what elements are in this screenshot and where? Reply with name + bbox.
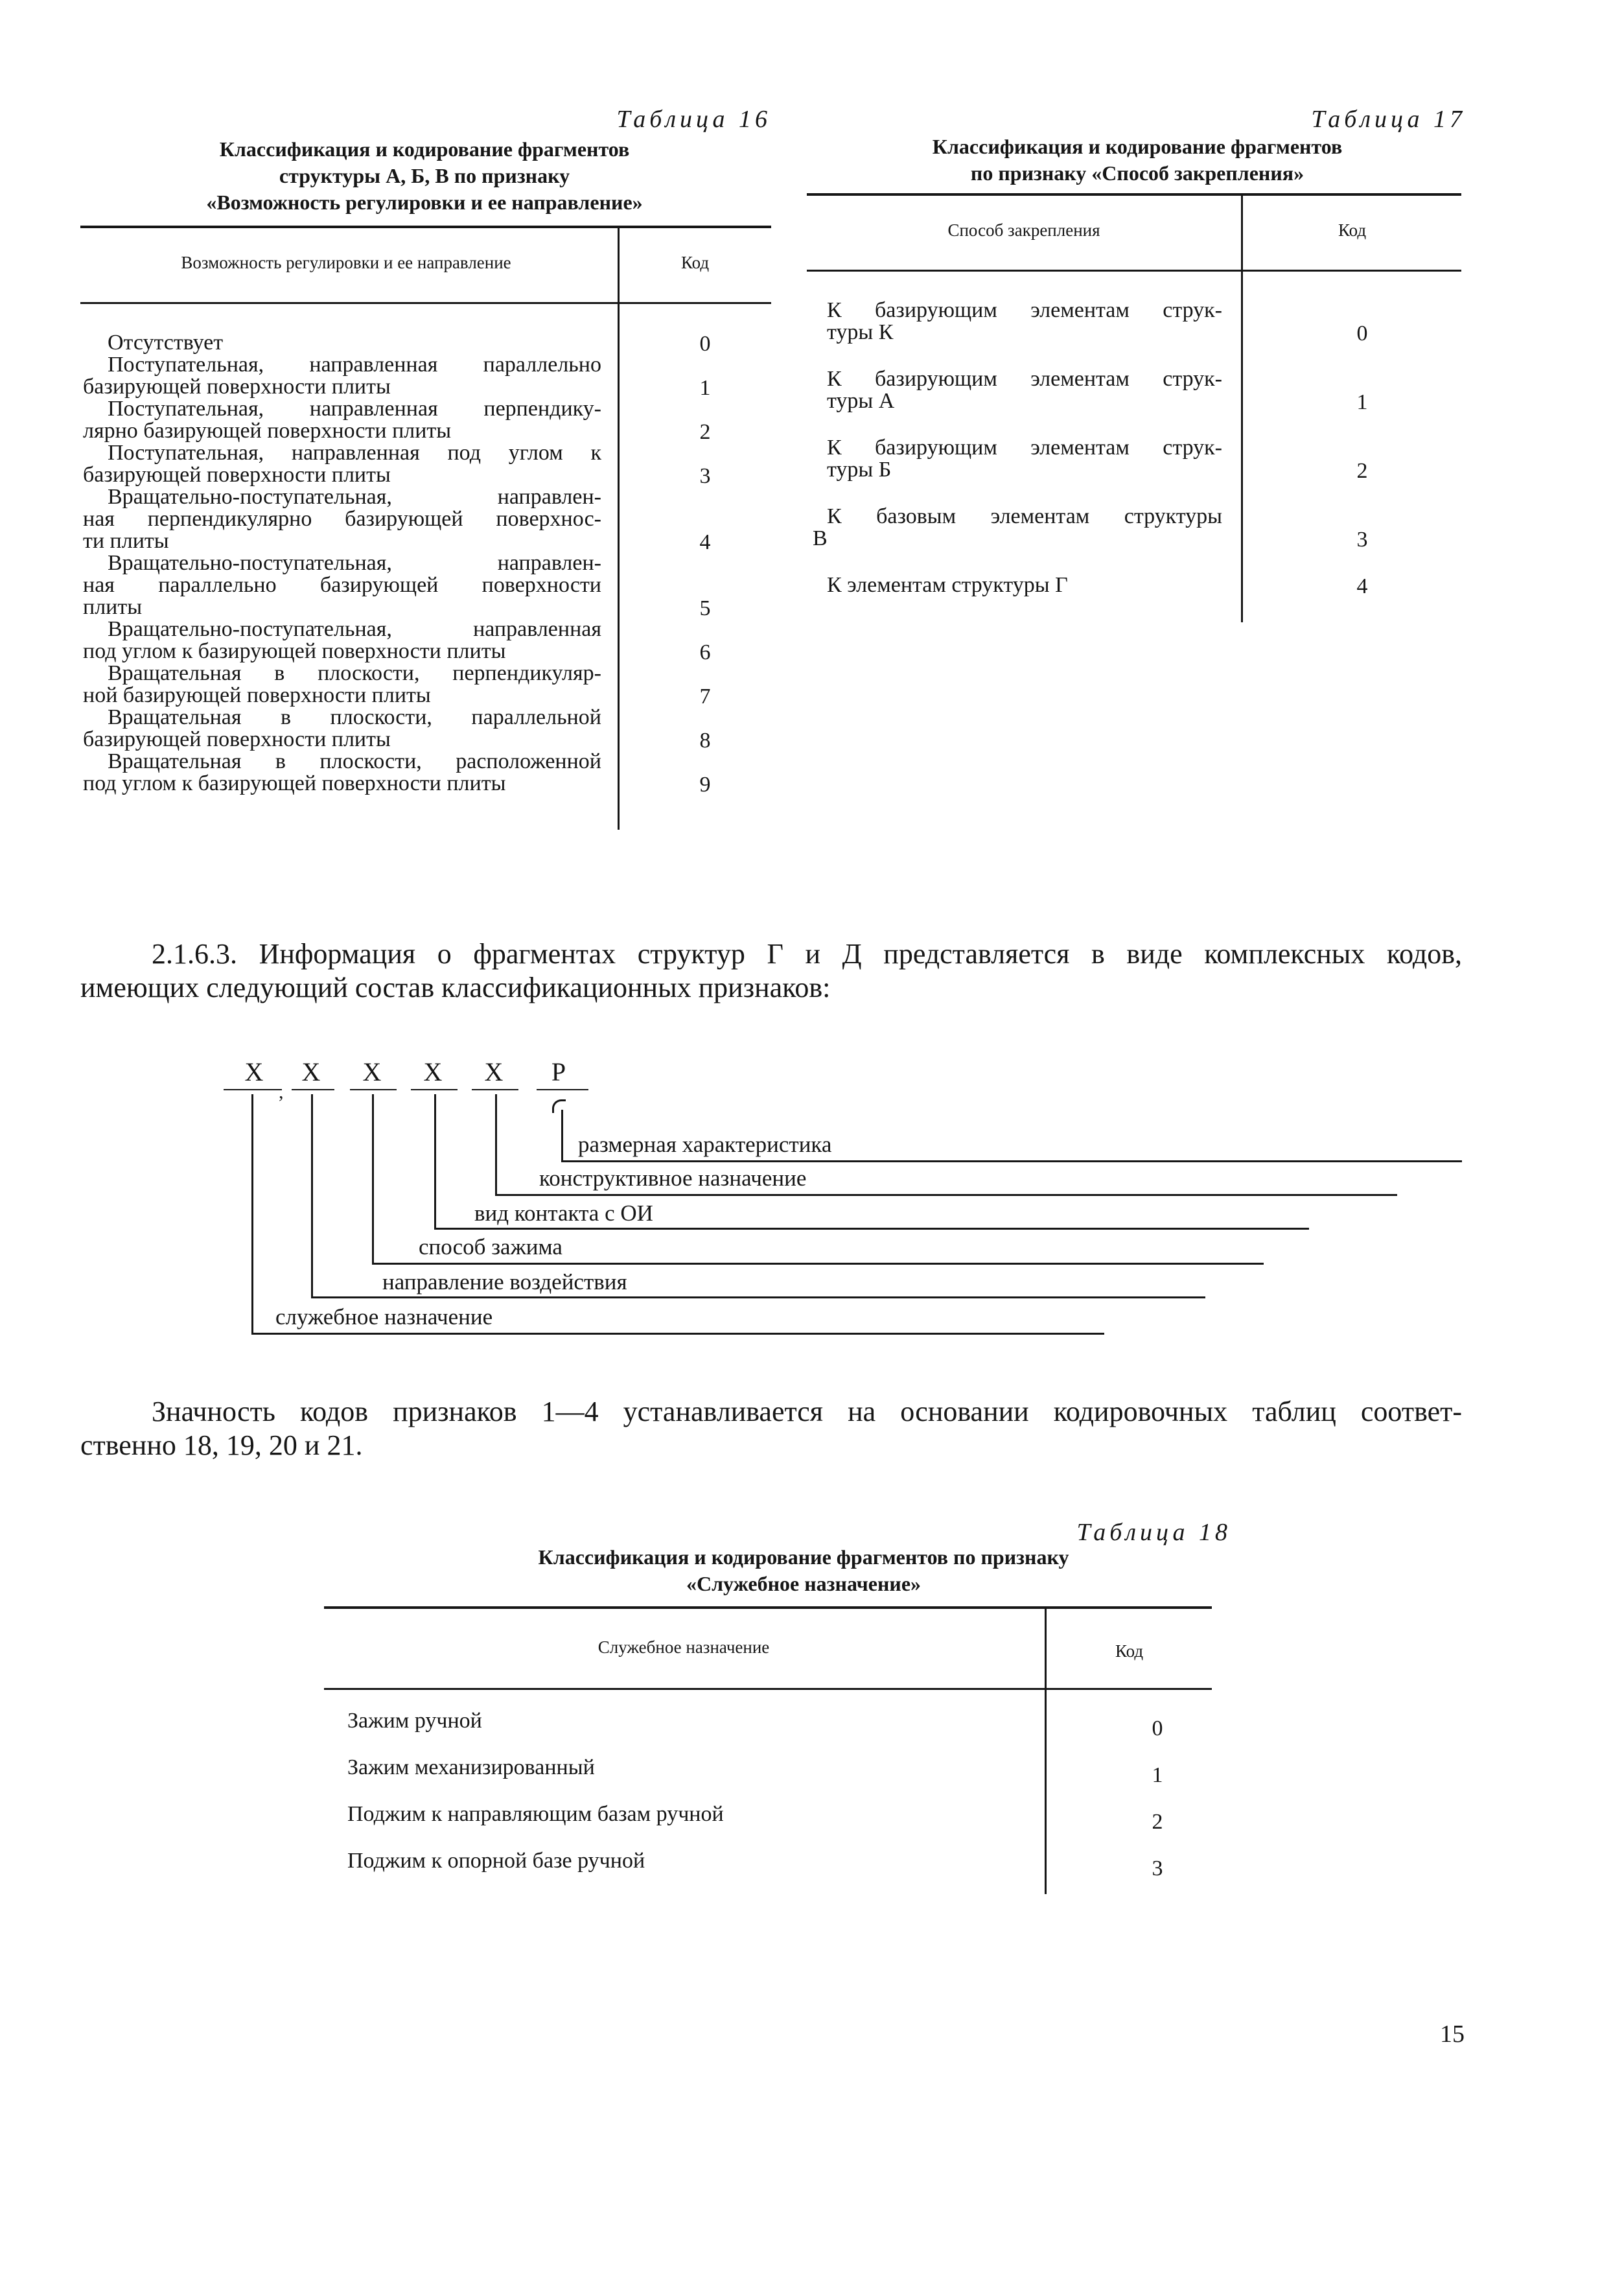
scheme-label-contact: вид контакта с ОИ	[474, 1201, 653, 1226]
scheme-underline	[350, 1089, 397, 1090]
table18-code: 0	[1152, 1716, 1163, 1740]
scheme-line-service	[251, 1333, 1104, 1335]
table16-code: 1	[699, 376, 711, 400]
table16-code: 9	[699, 773, 711, 797]
table17-code: 3	[1356, 528, 1368, 552]
table17-number: Таблица 17	[1311, 106, 1466, 133]
table18-row: Поджим к опорной базе ручной	[347, 1849, 645, 1873]
table18-header-rule	[324, 1688, 1212, 1690]
table18-row: Поджим к направляющим базам ручной	[347, 1802, 724, 1826]
table18-row: Зажим ручной	[347, 1709, 482, 1733]
scheme-letter: Х	[301, 1057, 321, 1086]
row-line: Поступательная, направленная под углом к	[108, 441, 601, 465]
scheme-line-size	[561, 1160, 1462, 1162]
scheme-underline	[292, 1089, 334, 1090]
scheme-underline	[537, 1089, 588, 1090]
row-line: ная параллельно базирующей поверхности	[83, 573, 601, 597]
table18-title	[350, 1544, 1257, 1597]
paragraph-line: имеющих следующий состав классификационных признаков:	[80, 972, 831, 1003]
table18-header-col1: Служебное назначение	[597, 1637, 770, 1657]
table17-column-divider	[1241, 196, 1243, 622]
row-line: Поступательная, направленная параллельно	[108, 353, 601, 377]
paragraph-line: ственно 18, 19, 20 и 21.	[80, 1429, 363, 1461]
scheme-line-design	[495, 1194, 1397, 1196]
scheme-line-direction	[311, 1296, 1205, 1298]
table17-header-col1: Способ закрепления	[947, 220, 1100, 240]
row-line: В	[813, 526, 828, 550]
row-line: Вращательная в плоскости, перпендикуляр-	[108, 661, 601, 685]
scheme-letter: Х	[423, 1057, 443, 1086]
row-line: Вращательно-поступательная, направленная	[108, 617, 601, 641]
table16-code: 2	[699, 420, 711, 444]
table16-title-line: Классификация и кодирование фрагментов	[219, 137, 630, 161]
table16-number: Таблица 16	[616, 106, 771, 133]
table18-code: 2	[1152, 1810, 1163, 1834]
scheme-underline	[224, 1089, 282, 1090]
table17-code: 0	[1356, 322, 1368, 346]
table17-header-rule	[807, 270, 1461, 272]
scheme-separator: ,	[279, 1081, 284, 1103]
table16-row	[83, 552, 601, 618]
table17-title-line: Классификация и кодирование фрагментов	[932, 135, 1343, 158]
paragraph-code-significance	[80, 1395, 1462, 1462]
scheme-leader-hook	[552, 1099, 566, 1113]
row-line: Отсутствует	[108, 331, 224, 355]
row-line: К базирующим элементам струк-	[827, 367, 1222, 391]
table16-header-col1: Возможность регулировки и ее направление	[181, 253, 511, 272]
table16-code: 3	[699, 464, 711, 488]
scheme-letter: Х	[244, 1057, 264, 1086]
table18-number: Таблица 18	[1076, 1519, 1231, 1546]
table18-header-col2: Код	[1115, 1641, 1144, 1661]
row-line: Вращательная в плоскости, расположенной	[108, 749, 601, 773]
table16-row	[83, 751, 601, 795]
table16-row	[83, 707, 601, 751]
table16-title-line: «Возможность регулировки и ее направление»	[206, 191, 643, 214]
table17-top-rule	[807, 193, 1461, 196]
row-line: Вращательная в плоскости, параллельной	[108, 705, 601, 729]
row-line: плиты	[83, 595, 143, 619]
table18-row: Зажим механизированный	[347, 1755, 595, 1779]
table18-code: 3	[1152, 1857, 1163, 1880]
row-line: К базовым элементам структуры	[827, 504, 1222, 528]
row-line: туры Б	[827, 458, 892, 482]
table18-top-rule	[324, 1606, 1212, 1609]
scheme-letter: Х	[362, 1057, 382, 1086]
table16-row	[83, 662, 601, 707]
scheme-letter: Р	[551, 1057, 566, 1086]
row-line: туры К	[827, 320, 894, 344]
scheme-leader-contact	[434, 1094, 436, 1229]
scheme-label-service: служебное назначение	[275, 1304, 493, 1330]
row-line: базирующей поверхности плиты	[83, 463, 391, 487]
table17-code: 4	[1356, 574, 1368, 598]
table16-top-rule	[80, 226, 771, 228]
table16-code: 6	[699, 640, 711, 664]
scheme-label-direction: направление воздействия	[382, 1269, 627, 1294]
table18-title-line: «Служебное назначение»	[686, 1572, 922, 1595]
row-line: К базирующим элементам струк-	[827, 436, 1222, 460]
table17-row	[827, 368, 1222, 412]
table16-code: 5	[699, 596, 711, 620]
row-line: ная перпендикулярно базирующей поверхнос-	[83, 507, 601, 531]
row-line: Вращательно-поступательная, направлен-	[108, 485, 601, 509]
row-line: туры А	[827, 389, 895, 413]
table16-header-rule	[80, 302, 771, 304]
table16-code: 0	[699, 332, 711, 356]
table17-row	[827, 574, 1222, 596]
table18-code: 1	[1152, 1763, 1163, 1787]
scheme-label-design: конструктивное назначение	[539, 1166, 807, 1191]
paragraph-line: 2.1.6.3. Информация о фрагментах структур Г и Д представляется в виде комплексных кодов,	[152, 938, 1462, 970]
row-line: лярно базирующей поверхности плиты	[83, 419, 452, 443]
scheme-leader-direction	[311, 1094, 313, 1298]
scheme-line-contact	[434, 1228, 1309, 1230]
table16-row	[83, 332, 601, 354]
row-line: К базирующим элементам струк-	[827, 298, 1222, 322]
row-line: под углом к базирующей поверхности плиты	[83, 771, 506, 795]
table16-title	[78, 136, 771, 216]
scheme-letter: Х	[484, 1057, 504, 1086]
table16-code: 7	[699, 685, 711, 709]
table17-code: 1	[1356, 390, 1368, 414]
scheme-label-clamping: способ зажима	[419, 1234, 562, 1259]
row-line: ти плиты	[83, 529, 169, 553]
scheme-leader-size	[561, 1110, 563, 1162]
table16-column-divider	[618, 228, 620, 830]
scheme-leader-clamping	[372, 1094, 374, 1264]
scheme-leader-design	[495, 1094, 497, 1195]
table16-row	[83, 442, 601, 486]
paragraph-2-1-6-3	[80, 937, 1462, 1005]
table16-header-col2: Код	[680, 253, 710, 272]
table16-row	[83, 486, 601, 552]
table18-column-divider	[1045, 1609, 1047, 1894]
scheme-line-clamping	[372, 1263, 1264, 1265]
scheme-label-size: размерная характеристика	[578, 1132, 832, 1157]
row-line: под углом к базирующей поверхности плиты	[83, 639, 506, 663]
row-line: К элементам структуры Г	[827, 573, 1068, 597]
table17-row	[827, 299, 1222, 344]
table17-title-line: по признаку «Способ закрепления»	[970, 161, 1304, 185]
table17-header-col2: Код	[1338, 220, 1367, 240]
row-line: базирующей поверхности плиты	[83, 727, 391, 751]
paragraph-line: Значность кодов признаков 1—4 устанавливается на основании кодировочных таблиц соответ-	[152, 1396, 1462, 1427]
row-line: ной базирующей поверхности плиты	[83, 683, 431, 707]
table17-title	[804, 134, 1471, 187]
table16-title-line: структуры А, Б, В по признаку	[279, 164, 570, 187]
scheme-underline	[472, 1089, 518, 1090]
table16-row	[83, 618, 601, 662]
page-number: 15	[1440, 2021, 1465, 2048]
table16-code: 8	[699, 729, 711, 753]
table17-code: 2	[1356, 459, 1368, 483]
scheme-leader-service	[251, 1094, 253, 1334]
table18-title-line: Классификация и кодирование фрагментов по признаку	[538, 1545, 1069, 1569]
table16-code: 4	[699, 530, 711, 554]
row-line: базирующей поверхности плиты	[83, 375, 391, 399]
row-line: Поступательная, направленная перпендику-	[108, 397, 601, 421]
table16-row	[83, 398, 601, 442]
table17-row	[813, 506, 1222, 550]
scheme-underline	[411, 1089, 458, 1090]
row-line: Вращательно-поступательная, направлен-	[108, 551, 601, 575]
table16-row	[83, 354, 601, 398]
table17-row	[827, 437, 1222, 481]
